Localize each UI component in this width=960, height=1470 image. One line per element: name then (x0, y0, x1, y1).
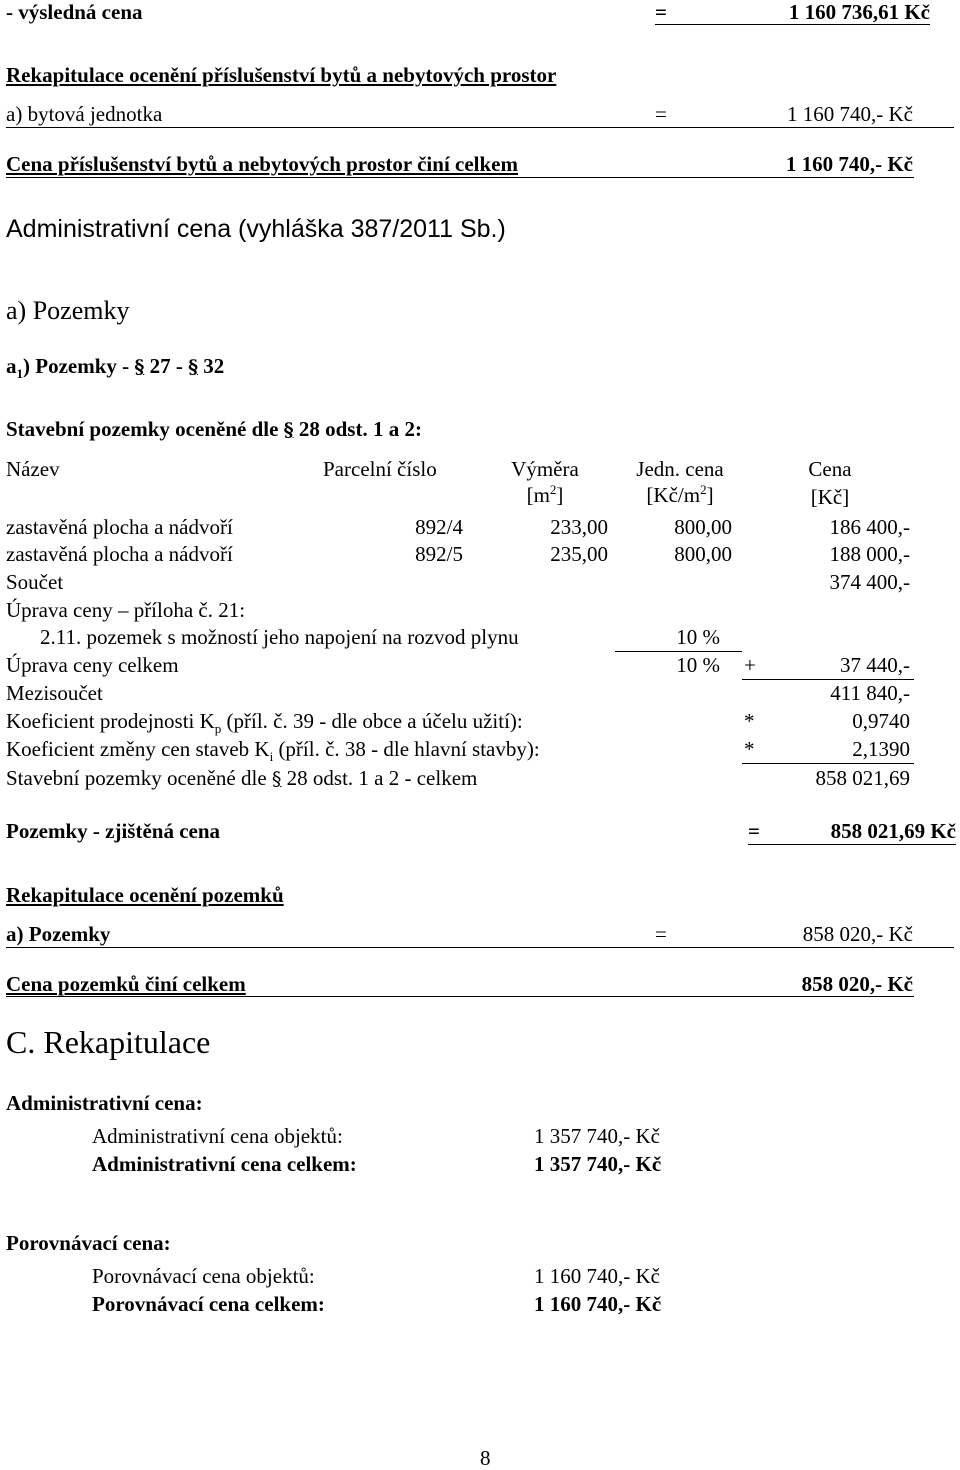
admin-celkem-label: Administrativní cena celkem: (92, 1152, 357, 1176)
page-number: 8 (480, 1446, 491, 1470)
pozemky-zjistena-label: Pozemky - zjištěná cena (6, 819, 221, 843)
kp-post: (příl. č. 39 - dle obce a účelu užití): (226, 709, 523, 733)
a1-sub: 1 (16, 366, 23, 382)
section-sign: § (271, 768, 282, 790)
rekapitulace-heading: C. Rekapitulace (6, 1024, 211, 1060)
porovnavaci-objekty-value: 1 160 740,- Kč (534, 1264, 660, 1288)
bytova-jednotka-equals: = (655, 102, 667, 126)
header-vymera-unit (495, 483, 595, 507)
pozemky-zjistena-value: 858 021,69 Kč (830, 819, 956, 843)
unit-sup: 2 (549, 482, 557, 497)
celkem-post: 28 odst. 1 a 2 - celkem (286, 766, 478, 790)
header-cena-unit: [Kč] (810, 485, 850, 509)
pozemky-total-value: 858 020,- Kč (801, 972, 913, 996)
rekap-pozemky-rule (6, 947, 954, 948)
porovnavaci-celkem-value: 1 160 740,- Kč (534, 1292, 662, 1316)
soucet-value: 374 400,- (829, 570, 910, 594)
kp-label (6, 709, 523, 737)
result-underline (655, 24, 930, 25)
celkem-label (6, 766, 477, 791)
kp-value: 0,9740 (852, 709, 910, 733)
uprava-item-rule (615, 651, 742, 652)
unit-text: ] (556, 483, 564, 507)
mezisoucet-label: Mezisoučet (6, 681, 103, 705)
admin-celkem-value: 1 357 740,- Kč (534, 1152, 662, 1176)
celkem-value: 858 021,69 (815, 766, 910, 790)
bytova-jednotka-value: 1 160 740,- Kč (787, 102, 913, 126)
row1-nazev: zastavěná plocha a nádvoří (6, 515, 233, 539)
section-sign: § (188, 356, 199, 378)
header-jedn: Jedn. cena (636, 457, 724, 481)
row1-parcelni: 892/4 (415, 515, 463, 539)
header-vymera: Výměra (511, 457, 579, 481)
pozemky-total-rule (6, 996, 914, 997)
a1-prefix: a (6, 354, 17, 378)
row1-vymera: 233,00 (550, 515, 608, 539)
kp-sub: p (214, 721, 222, 737)
ki-op: * (744, 737, 755, 761)
a1-rest: ) Pozemky - (23, 354, 130, 378)
unit-sup: 2 (700, 482, 707, 497)
ki-label (6, 737, 540, 765)
row2-cena: 188 000,- (829, 542, 910, 566)
rekap-pozemky-label: a) Pozemky (6, 922, 111, 946)
uprava-celkem-label: Úprava ceny celkem (6, 653, 179, 677)
pozemky-zjistena-rule (748, 844, 956, 845)
ki-sub: i (269, 749, 274, 765)
header-nazev: Název (6, 457, 60, 481)
stavebni-pre: Stavební pozemky oceněné dle (6, 417, 279, 441)
admin-heading: Administrativní cena (vyhláška 387/2011 Sb.) (6, 215, 506, 243)
unit-text: [m (526, 483, 550, 507)
a1-n2: 32 (203, 354, 225, 378)
header-cena: Cena (808, 457, 852, 481)
admin-cena-title: Administrativní cena: (6, 1091, 203, 1115)
soucet-label: Součet (6, 570, 64, 594)
pozemky-heading: a) Pozemky (6, 296, 130, 325)
row2-vymera: 235,00 (550, 542, 608, 566)
rekap-pozemku-title: Rekapitulace ocenění pozemků (6, 883, 284, 907)
uprava-celkem-rule (742, 679, 914, 680)
uprava-item: 2.11. pozemek s možností jeho napojení na rozvod plynu (40, 625, 519, 649)
uprava-item-pct: 10 % (676, 625, 720, 649)
header-jedn-unit (620, 483, 740, 507)
celkem-pre: Stavební pozemky oceněné dle (6, 766, 267, 790)
prislusenstvi-total-rule (6, 177, 914, 178)
section-sign: § (134, 356, 145, 378)
bytova-jednotka-label: a) bytová jednotka (6, 102, 163, 126)
kp-op: * (744, 709, 755, 733)
uprava-celkem-pct: 10 % (676, 653, 720, 677)
porovnavaci-celkem-label: Porovnávací cena celkem: (92, 1292, 325, 1316)
kp-pre: Koeficient prodejnosti K (6, 709, 215, 733)
unit-text: ] (706, 483, 714, 507)
ki-post: (příl. č. 38 - dle hlavní stavby): (278, 737, 540, 761)
result-label: - výsledná cena (6, 0, 143, 24)
pozemky-zjistena-equals: = (748, 819, 760, 843)
row1-jedn: 800,00 (674, 515, 732, 539)
admin-objekty-value: 1 357 740,- Kč (534, 1124, 660, 1148)
admin-objekty-label: Administrativní cena objektů: (92, 1124, 343, 1148)
rekap-pozemky-equals: = (655, 922, 667, 946)
pozemky-total-label: Cena pozemků činí celkem (6, 972, 246, 996)
ki-rule (742, 763, 914, 764)
stavebni-heading (6, 417, 422, 442)
ki-value: 2,1390 (852, 737, 910, 761)
a1-n1: 27 - (149, 354, 183, 378)
row2-jedn: 800,00 (674, 542, 732, 566)
bytova-jednotka-rule (6, 127, 954, 128)
row2-nazev: zastavěná plocha a nádvoří (6, 542, 233, 566)
header-parcelni: Parcelní číslo (323, 457, 437, 481)
stavebni-post: 28 odst. 1 a 2: (298, 417, 422, 441)
rekap-pozemky-value: 858 020,- Kč (802, 922, 913, 946)
mezisoucet-value: 411 840,- (830, 681, 910, 705)
prislusenstvi-total-value: 1 160 740,- Kč (785, 152, 913, 176)
uprava-celkem-op: + (744, 653, 756, 677)
row1-cena: 186 400,- (829, 515, 910, 539)
prislusenstvi-total-label: Cena příslušenství bytů a nebytových prostor činí celkem (6, 152, 518, 176)
result-equals: = (655, 0, 667, 24)
rekap-prislusenstvi-title: Rekapitulace ocenění příslušenství bytů a nebytových prostor (6, 63, 557, 87)
unit-text: [Kč/m (646, 483, 701, 507)
uprava-celkem-value: 37 440,- (840, 653, 910, 677)
ki-pre: Koeficient změny cen staveb K (6, 737, 270, 761)
section-sign: § (283, 419, 294, 441)
uprava-label: Úprava ceny – příloha č. 21: (6, 598, 246, 622)
a1-heading (6, 354, 224, 382)
row2-parcelni: 892/5 (415, 542, 463, 566)
porovnavaci-objekty-label: Porovnávací cena objektů: (92, 1264, 315, 1288)
porovnavaci-title: Porovnávací cena: (6, 1231, 171, 1255)
result-value: 1 160 736,61 Kč (788, 0, 930, 24)
